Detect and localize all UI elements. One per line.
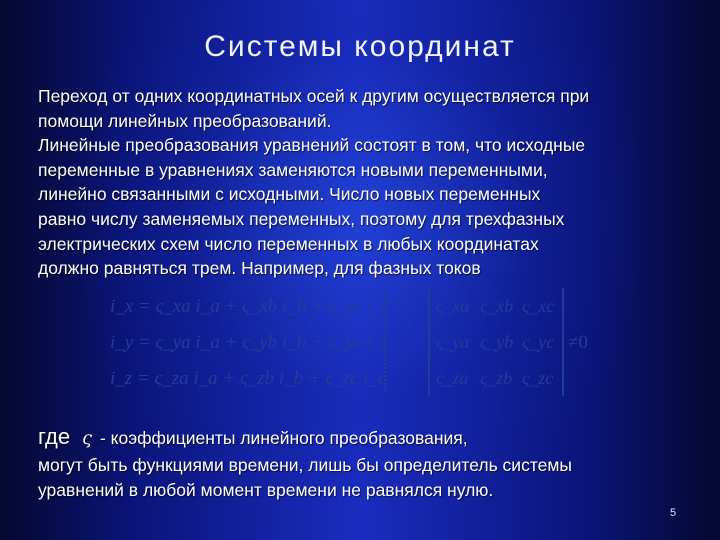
- paragraph-line: линейно связанными с исходными. Число новых переменных: [38, 184, 541, 205]
- determinant-cell: ς_xa: [436, 296, 470, 316]
- equation-y: i_y = ς_ya i_a + ς_yb i_b + ς_yc i_c: [110, 332, 391, 353]
- determinant-cell: ς_zc: [522, 368, 554, 388]
- page-number: 5: [670, 507, 677, 519]
- determinant: [428, 288, 588, 398]
- paragraph-line: Линейные преобразования уравнений состоят в том, что исходные: [38, 135, 586, 156]
- determinant-cell: ς_xc: [522, 296, 555, 316]
- slide-title: Системы координат: [204, 30, 516, 63]
- paragraph-line: помощи линейных преобразований.: [38, 110, 332, 131]
- where-text: - коэффициенты линейного преобразования,: [99, 428, 468, 448]
- determinant-condition: ≠0: [568, 332, 588, 353]
- paragraph-line: электрических схем число переменных в любых координатах: [38, 233, 539, 254]
- determinant-cell: ς_yb: [480, 332, 514, 352]
- determinant-cell: ς_za: [436, 368, 469, 388]
- determinant-cell: ς_zb: [480, 368, 513, 388]
- determinant-cell: ς_ya: [436, 332, 470, 352]
- main-paragraph: [38, 84, 698, 281]
- paragraph-line: должно равняться трем. Например, для фазных токов: [38, 258, 481, 279]
- determinant-cell: ς_xb: [480, 296, 514, 316]
- paragraph-line: равно числу заменяемых переменных, поэтому для трехфазных: [38, 208, 565, 229]
- where-word: где: [38, 424, 71, 449]
- paragraph-line: Переход от одних координатных осей к другим осуществляется при: [38, 86, 590, 106]
- where-line: [38, 424, 468, 450]
- divider-line: [384, 292, 394, 392]
- determinant-cell: ς_yc: [522, 332, 555, 352]
- paragraph-line: переменные в уравнениях заменяются новыми переменными,: [38, 159, 548, 180]
- transformation-equations: [110, 292, 610, 402]
- closing-line: могут быть функциями времени, лишь бы определитель системы: [38, 455, 572, 475]
- closing-line: уравнений в любой момент времени не равнялся нулю.: [38, 479, 494, 500]
- equation-x: i_x = ς_xa i_a + ς_xb i_b + ς_xc i_c: [110, 296, 391, 317]
- determinant-right-bar: [562, 288, 564, 396]
- equation-z: i_z = ς_za i_a + ς_zb i_b + ς_zc i_c: [110, 368, 387, 389]
- closing-paragraph: [38, 453, 698, 502]
- determinant-left-bar: [428, 288, 430, 396]
- coefficient-symbol: ς: [82, 429, 92, 449]
